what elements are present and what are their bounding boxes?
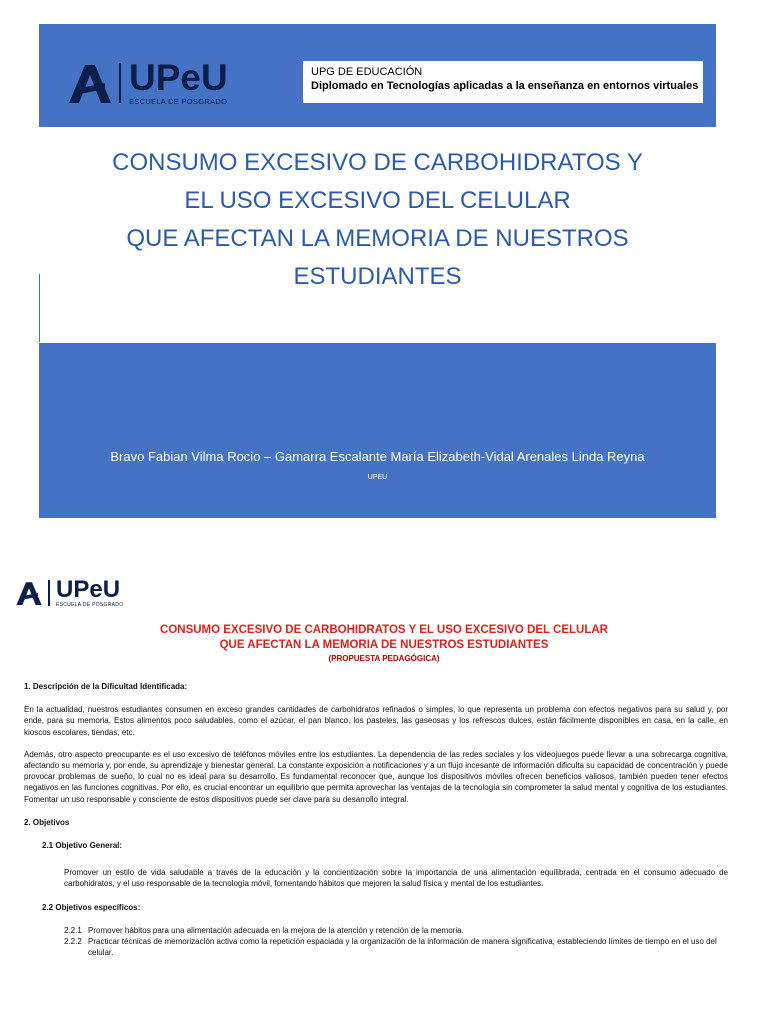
section-heading: 1. Descripción de la Dificultad Identificada: xyxy=(24,682,188,691)
cover-page xyxy=(39,24,716,518)
paragraph: Además, otro aspecto preocupante es el uso excesivo de teléfonos móviles entre los estudiantes. La dependencia de las redes sociales y los videojuegos puede llevar a una sobrecarga cognitiva, afectando su memoria y, por ende, su aprendizaje y bienestar general. La constante exposición a notificaciones y a un flujo incesante de información dificulta su capacidad de concentración y puede provocar problemas de sueño, lo cual no es ideal para su desarrollo. Es fundamental reconocer que, aunque los dispositivos móviles ofrecen beneficios valiosos, también pueden tener efectos negativos en las funciones cognitivas. Por ello, es crucial encontrar un equilibrio que permita aprovechar las ventajas de la tecnología sin comprometer la salud mental y cognitiva de los estudiantes. Fomentar un uso responsable y consciente de estos dispositivos puede ser clave para su desarrollo integral. xyxy=(24,749,728,804)
document-title-line: CONSUMO EXCESIVO DE CARBOHIDRATOS Y EL USO EXCESIVO DEL CELULAR xyxy=(160,624,608,636)
upeu-logo-icon xyxy=(69,63,111,103)
cover-title-line: EL USO EXCESIVO DEL CELULAR xyxy=(184,187,571,214)
cover-logo xyxy=(69,57,228,106)
list-item-text: Promover hábitos para una alimentación adecuada en la mejora de la atención y retención de la memoria. xyxy=(88,925,464,935)
document-logo xyxy=(16,578,123,608)
cover-title xyxy=(39,144,716,296)
list-item xyxy=(64,925,728,936)
list-item xyxy=(64,936,728,958)
paragraph: Promover un estilo de vida saludable a través de la educación y la concientización sobre la importancia de una alimentación equilibrada, centrada en el consumo adecuado de carbohidratos, y el uso responsable de la tecnología móvil, fomentando hábitos que mejoren la salud física y mental de los estudiantes. xyxy=(64,868,728,889)
list-item-text: Practicar técnicas de memorización activa como la repetición espaciada y la organización de la información de manera significativa, estableciendo límites de tiempo en el uso del celular. xyxy=(88,937,717,958)
document-title-line: QUE AFECTAN LA MEMORIA DE NUESTROS ESTUDIANTES xyxy=(219,639,549,651)
logo-divider xyxy=(119,63,121,103)
list-item-number: 2.2.2 xyxy=(64,937,82,947)
cover-institution: UPEU xyxy=(367,474,388,481)
logo-name: UPeU xyxy=(129,57,228,98)
program-line-2: Diplomado en Tecnologías aplicadas a la enseñanza en entornos virtuales xyxy=(311,80,699,92)
logo-subtitle: ESCUELA DE POSGRADO xyxy=(129,97,228,106)
document-title xyxy=(0,623,768,665)
cover-authors: Bravo Fabian Vilma Rocio – Gamarra Escalante María Elizabeth-Vidal Arenales Linda Reyna xyxy=(110,449,645,464)
document-subtitle: (PROPUESTA PEDAGÓGICA) xyxy=(328,654,440,663)
program-line-1: UPG DE EDUCACIÓN xyxy=(311,66,423,78)
cover-title-line: ESTUDIANTES xyxy=(293,263,462,290)
list-item-number: 2.2.1 xyxy=(64,925,82,935)
specific-objectives-list xyxy=(64,925,728,959)
subsection-heading: 2.1 Objetivo General: xyxy=(42,841,123,851)
logo-divider xyxy=(48,580,50,606)
document-body xyxy=(24,681,728,958)
upeu-logo-icon xyxy=(16,581,42,605)
cover-title-line: QUE AFECTAN LA MEMORIA DE NUESTROS xyxy=(126,225,629,252)
logo-name: UPeU xyxy=(56,576,121,603)
section-heading: 2. Objetivos xyxy=(24,817,70,827)
program-box xyxy=(303,61,703,103)
paragraph: En la actualidad, nuestros estudiantes consumen en exceso grandes cantidades de carbohidratos refinados o simples, lo que representa un problema con efectos negativos para su salud y, por ende, para su memoria. Estos alimentos poco saludables, como el azúcar, el pan blanco, los pasteles, las gaseosas y los refrescos dulces, están fácilmente disponibles en casa, en la calle, en kioscos escolares, tiendas, etc. xyxy=(24,705,728,737)
cover-title-line: CONSUMO EXCESIVO DE CARBOHIDRATOS Y xyxy=(112,149,643,176)
logo-subtitle: ESCUELA DE POSGRADO xyxy=(56,602,124,608)
subsection-heading: 2.2 Objetivos específicos: xyxy=(42,902,141,912)
